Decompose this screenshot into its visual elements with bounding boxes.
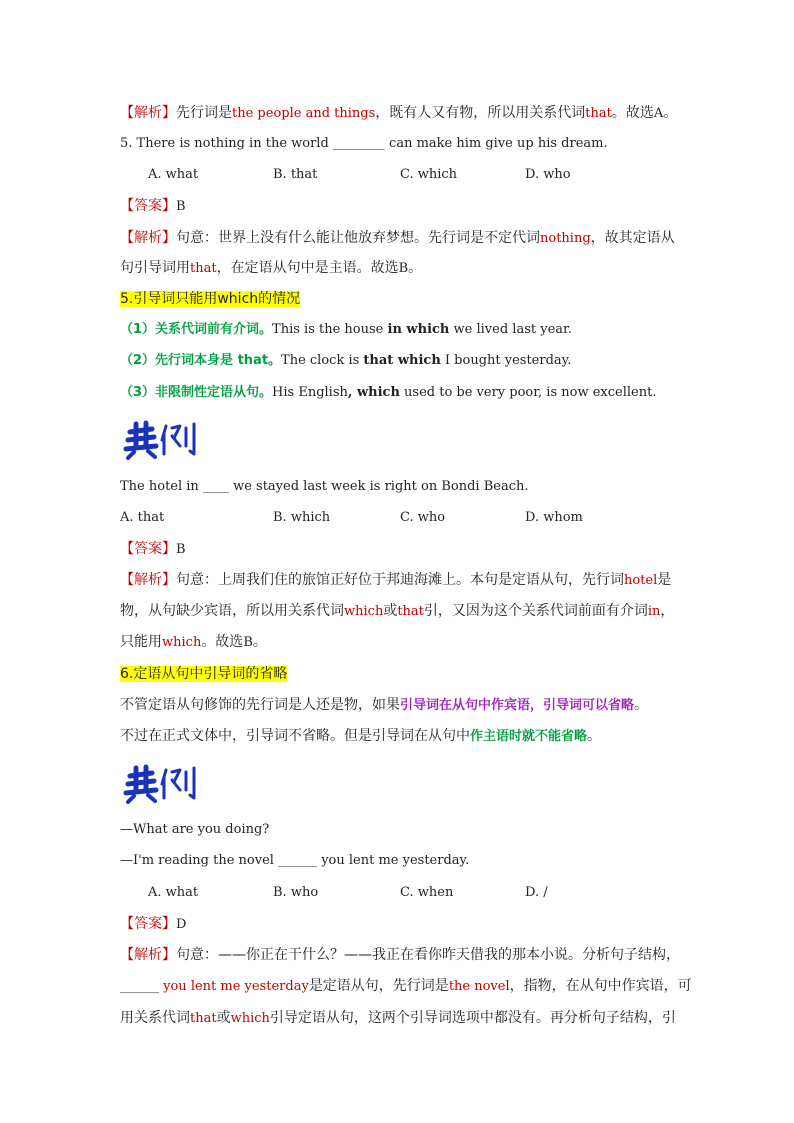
section-5-heading: 5.引导词只能用which的情况: [120, 291, 301, 307]
analysis-q7-line-1: 【解析】句意：——你正在干什么？——我正在看你昨天借我的那本小说。分析句子结构，: [120, 947, 680, 963]
answer-line-q7: 【答案】D: [120, 916, 187, 932]
analysis-q5-line-1: 【解析】句意：世界上没有什么能让他放弃梦想。先行词是不定代词nothing，故其定语从: [120, 230, 675, 246]
section-6-paragraph-1: 不管定语从句修饰的先行词是人还是物，如果引导词在从句中作宾语，引导词可以省略。: [120, 697, 649, 713]
q7-option-a: A. what: [148, 885, 199, 900]
example-logo: [122, 416, 202, 460]
question-5-stem: 5. There is nothing in the world ________ can make him give up his dream.: [120, 136, 608, 151]
rule-1: （1）关系代词前有介词。This is the house in which we lived last year.: [120, 322, 572, 337]
question-6-stem: The hotel in ____ we stayed last week is right on Bondi Beach.: [120, 479, 529, 494]
answer-line-q6: 【答案】B: [120, 541, 186, 557]
section-6-paragraph-2: 不过在正式文体中，引导词不省略。但是引导词在从句中作主语时就不能省略。: [120, 728, 602, 744]
rule-3: （3）非限制性定语从句。His English, which used to be very poor, is now excellent.: [120, 385, 657, 400]
analysis-q6-line-2: 物，从句缺少宾语，所以用关系代词which或that引，又因为这个关系代词前面有介词in，: [120, 603, 675, 619]
analysis-q7-line-2: ______ you lent me yesterday是定语从句，先行词是the novel，指物，在从句中作宾语，可: [120, 978, 692, 994]
analysis-q5-line-2: 句引导词用that，在定语从句中是主语。故选B。: [120, 260, 423, 276]
analysis-q6-line-3: 只能用which。故选B。: [120, 634, 267, 650]
q5-option-a: A. what: [148, 167, 199, 182]
dialogue-line-1: —What are you doing?: [120, 822, 270, 837]
q6-option-b: B. which: [273, 510, 331, 525]
q5-option-b: B. that: [273, 167, 318, 182]
q7-option-c: C. when: [400, 885, 454, 900]
q6-option-a: A. that: [120, 510, 165, 525]
analysis-q6-line-1: 【解析】句意：上周我们住的旅馆正好位于邦迪海滩上。本句是定语从句，先行词hotel是: [120, 572, 672, 588]
q7-option-d: D. /: [525, 885, 548, 900]
answer-line-q5: 【答案】B: [120, 198, 186, 214]
analysis-tag: 【解析】: [120, 105, 176, 121]
q6-option-d: D. whom: [525, 510, 583, 525]
analysis-line-1: 【解析】先行词是the people and things，既有人又有物，所以用关系代词that。故选A。: [120, 105, 678, 121]
dialogue-line-2: —I'm reading the novel ______ you lent me yesterday.: [120, 853, 470, 868]
q7-option-b: B. who: [273, 885, 319, 900]
example-logo: [122, 760, 202, 804]
q5-option-d: D. who: [525, 167, 571, 182]
q6-option-c: C. who: [400, 510, 446, 525]
rule-2: （2）先行词本身是 that。The clock is that which I bought yesterday.: [120, 353, 572, 368]
section-6-heading: 6.定语从句中引导词的省略: [120, 666, 288, 682]
q5-option-c: C. which: [400, 167, 458, 182]
analysis-q7-line-3: 用关系代词that或which引导定语从句，这两个引导词选项中都没有。再分析句子结构，引: [120, 1010, 676, 1026]
